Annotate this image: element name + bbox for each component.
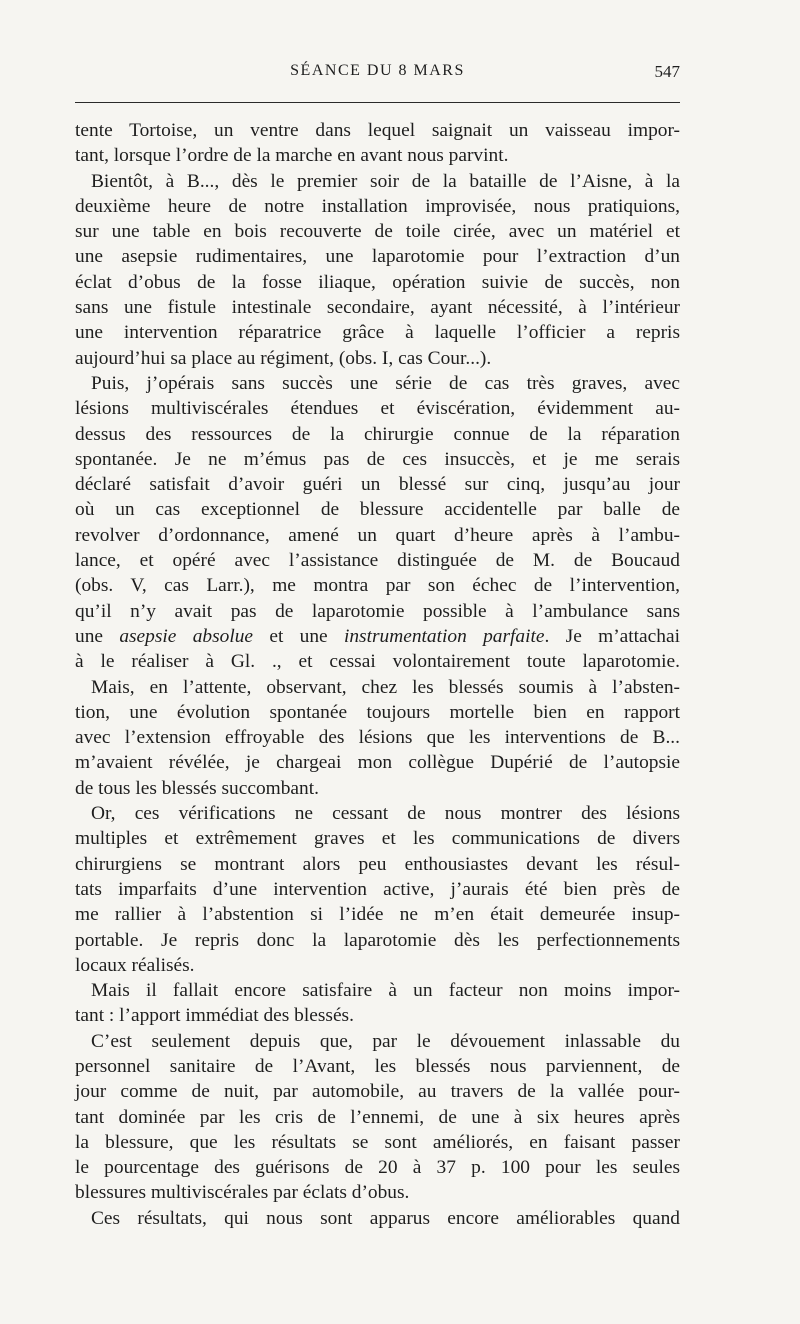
text-line: Puis, j’opérais sans succès une série de cas très graves, avec — [91, 372, 680, 394]
text-span: . Je m’attachai — [544, 625, 680, 647]
text-line: deuxième heure de notre installation improvisée, nous pratiquions, — [75, 195, 680, 217]
text-span: une — [75, 625, 120, 647]
text-line: sans une fistule intestinale secondaire, ayant nécessité, à l’intérieur — [75, 297, 680, 319]
text-line: tant : l’apport immédiat des blessés. — [75, 1005, 354, 1027]
text-line: revolver d’ordonnance, amené un quart d’heure après à l’ambu- — [75, 524, 680, 546]
text-line: jour comme de nuit, par automobile, au travers de la vallée pour- — [75, 1081, 680, 1103]
text-line: personnel sanitaire de l’Avant, les blessés nous parviennent, de — [75, 1055, 680, 1077]
text-line: tion, une évolution spontanée toujours mortelle bien en rapport — [75, 701, 680, 723]
text-line: m’avaient révélée, je chargeai mon collègue Dupérié de l’autopsie — [75, 752, 680, 774]
text-line: la blessure, que les résultats se sont améliorés, en faisant passer — [75, 1131, 680, 1153]
text-line: qu’il n’y avait pas de laparotomie possible à l’ambulance sans — [75, 600, 680, 622]
text-line: une asepsie rudimentaires, une laparotomie pour l’extraction d’un — [75, 246, 680, 268]
text-line: Or, ces vérifications ne cessant de nous montrer des lésions — [91, 803, 680, 825]
text-line: C’est seulement depuis que, par le dévouement inlassable du — [91, 1030, 680, 1052]
text-line: où un cas exceptionnel de blessure accidentelle par balle de — [75, 499, 680, 521]
italic-span: instrumentation parfaite — [343, 625, 545, 647]
text-line: lance, et opéré avec l’assistance distinguée de M. de Boucaud — [75, 550, 680, 572]
text-line: Ces résultats, qui nous sont apparus encore améliorables quand — [91, 1207, 680, 1229]
text-line: tant, lorsque l’ordre de la marche en avant nous parvint. — [75, 145, 509, 167]
page-number: 547 — [654, 62, 680, 81]
header-rule — [75, 102, 680, 103]
text-line: aujourd’hui sa place au régiment, (obs. I, cas Cour...). — [75, 347, 492, 369]
text-line: Mais il fallait encore satisfaire à un facteur non moins impor- — [91, 980, 680, 1002]
text-line: tats imparfaits d’une intervention active, j’aurais été bien près de — [75, 878, 680, 900]
text-line: me rallier à l’abstention si l’idée ne m’en était demeurée insup- — [75, 904, 680, 926]
text-line: tant dominée par les cris de l’ennemi, de une à six heures après — [75, 1106, 680, 1128]
text-line: spontanée. Je ne m’émus pas de ces insuccès, et je me serais — [75, 448, 680, 470]
italic-span: asepsie absolue — [119, 625, 254, 647]
text-line: éclat d’obus de la fosse iliaque, opération suivie de succès, non — [75, 271, 680, 293]
text-line: une intervention réparatrice grâce à laquelle l’officier a repris — [75, 322, 680, 344]
text-line: (obs. V, cas Larr.), me montra par son échec de l’intervention, — [75, 575, 680, 597]
text-line: dessus des ressources de la chirurgie connue de la réparation — [75, 423, 680, 445]
text-line: Bientôt, à B..., dès le premier soir de la bataille de l’Aisne, à la — [91, 170, 680, 192]
running-header — [75, 62, 680, 94]
text-line: de tous les blessés succombant. — [75, 777, 319, 799]
text-line: chirurgiens se montrant alors peu enthousiastes devant les résul- — [75, 853, 680, 875]
text-line: blessures multiviscérales par éclats d’obus. — [75, 1182, 410, 1204]
text-line: sur une table en bois recouverte de toile cirée, avec un matériel et — [75, 221, 680, 243]
text-line: Mais, en l’attente, observant, chez les blessés soumis à l’absten- — [91, 676, 680, 698]
text-line: locaux réalisés. — [75, 954, 195, 976]
text-line: portable. Je repris donc la laparotomie dès les perfectionnements — [75, 929, 680, 951]
text-line: à le réaliser à Gl. ., et cessai volontairement toute laparotomie. — [75, 651, 680, 673]
text-line: déclaré satisfait d’avoir guéri un blessé sur cinq, jusqu’au jour — [75, 474, 680, 496]
text-line: multiples et extrêmement graves et les communications de divers — [75, 828, 680, 850]
header-title: SÉANCE DU 8 MARS — [290, 62, 465, 79]
text-line: tente Tortoise, un ventre dans lequel saignait un vaisseau impor- — [75, 120, 680, 141]
text-line: lésions multiviscérales étendues et éviscération, évidemment au- — [75, 398, 680, 420]
text-line: avec l’extension effroyable des lésions que les interventions de B... — [75, 727, 680, 749]
body-text — [75, 118, 680, 1231]
text-line: le pourcentage des guérisons de 20 à 37 p. 100 pour les seules — [75, 1157, 680, 1179]
text-span: et une — [253, 625, 344, 647]
text-line — [75, 624, 680, 649]
